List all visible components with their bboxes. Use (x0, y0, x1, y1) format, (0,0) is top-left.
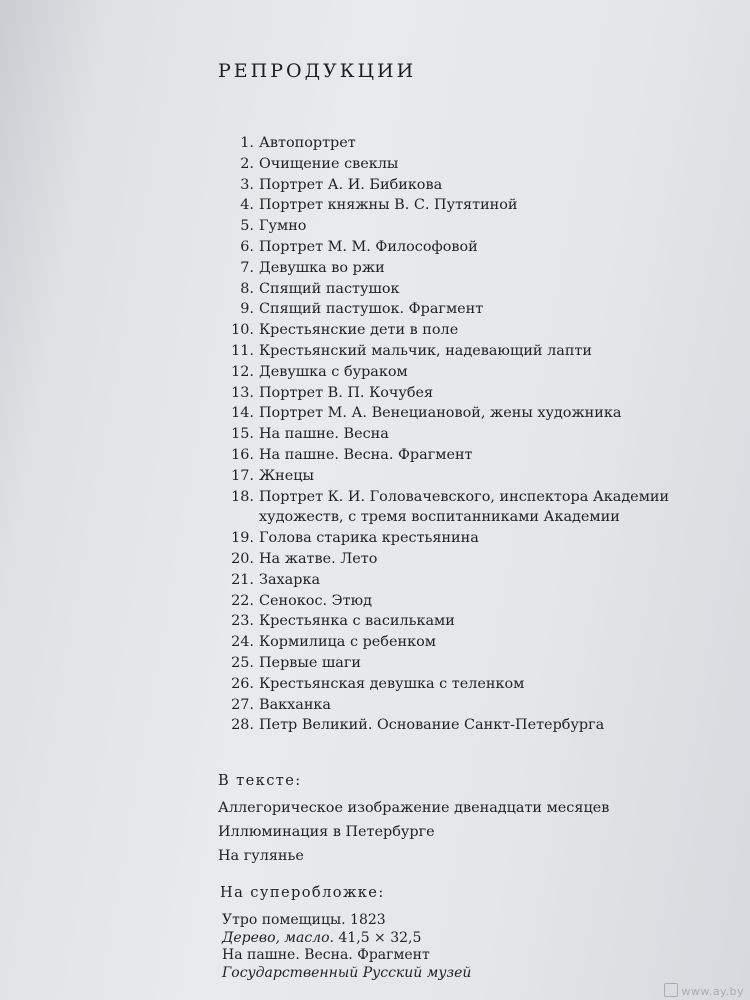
item-title: Крестьянка с васильками (259, 613, 455, 630)
item-number: 23. (231, 613, 254, 630)
list-item (216, 570, 736, 591)
item-title: На пашне. Весна. Фрагмент (259, 446, 473, 463)
item-number: 4. (240, 197, 254, 214)
item-number: 26. (231, 675, 254, 692)
cover-painting-title: Утро помещицы. 1823 (222, 912, 386, 928)
list-item (216, 237, 736, 258)
item-title: На пашне. Весна (259, 426, 389, 443)
item-number: 9. (240, 301, 254, 318)
item-title: Сенокос. Этюд (259, 592, 373, 609)
item-number: 22. (231, 592, 254, 609)
item-number: 12. (231, 363, 254, 380)
item-title: Жнецы (259, 467, 314, 484)
list-item (216, 528, 736, 549)
list-item (216, 424, 736, 445)
reproductions-list (216, 133, 736, 736)
item-number: 11. (231, 342, 254, 359)
item-number: 18. (231, 488, 254, 505)
item-title: Крестьянская девушка с теленком (259, 675, 525, 692)
list-item (216, 341, 736, 362)
list-item (216, 591, 736, 612)
site-watermark (664, 983, 744, 998)
list-item (216, 133, 736, 154)
cover-dimensions: 41,5 × 32,5 (333, 929, 422, 946)
item-number: 10. (231, 322, 254, 339)
cover-title: На суперобложке: (220, 884, 385, 901)
list-item (216, 445, 736, 466)
in-text-list (218, 796, 609, 868)
item-number: 3. (240, 176, 254, 193)
item-title: Автопортрет (259, 135, 356, 151)
list-item (216, 549, 736, 570)
item-title: Кормилица с ребенком (259, 634, 436, 651)
list-item (216, 653, 736, 674)
list-item (216, 195, 736, 216)
item-number: 14. (231, 405, 254, 422)
item-number: 15. (231, 426, 254, 443)
in-text-item: На гулянье (218, 848, 304, 864)
item-title: Захарка (259, 571, 321, 588)
list-item (216, 403, 736, 424)
list-item (216, 611, 736, 632)
item-title: Голова старика крестьянина (259, 530, 479, 547)
item-number: 28. (231, 717, 254, 734)
item-title: Очищение свеклы (259, 155, 399, 172)
list-item (216, 154, 736, 175)
in-text-item: Иллюминация в Петербурге (218, 824, 435, 840)
list-item (216, 632, 736, 653)
item-number: 5. (240, 218, 254, 235)
list-item (216, 487, 736, 529)
list-item (216, 279, 736, 300)
list-item (216, 362, 736, 383)
item-title: Портрет княжны В. С. Путятиной (259, 197, 518, 214)
cover-details (222, 912, 471, 982)
in-text-title: В тексте: (218, 772, 302, 789)
watermark-logo-icon (664, 983, 678, 997)
page-title: РЕПРОДУКЦИИ (218, 60, 417, 82)
cover-second-painting: На пашне. Весна. Фрагмент (222, 947, 430, 963)
item-number: 13. (231, 384, 254, 401)
list-item (216, 466, 736, 487)
item-number: 17. (231, 467, 254, 484)
watermark-text: www.ay.by (681, 985, 744, 998)
item-number: 7. (240, 259, 254, 276)
cover-painting-medium (222, 930, 471, 948)
item-number: 20. (231, 550, 254, 567)
item-title: На жатве. Лето (259, 550, 378, 567)
item-title: Портрет А. И. Бибикова (259, 176, 443, 193)
item-number: 24. (231, 634, 254, 651)
list-item (216, 715, 736, 736)
item-number: 1. (240, 135, 254, 151)
in-text-item: Аллегорическое изображение двенадцати месяцев (218, 800, 610, 816)
list-item (216, 695, 736, 716)
list-item (216, 299, 736, 320)
item-number: 25. (231, 654, 254, 671)
item-number: 21. (231, 571, 254, 588)
item-title: Вакханка (259, 696, 332, 713)
item-number: 27. (231, 696, 254, 713)
list-item (216, 674, 736, 695)
item-title: Портрет К. И. Головачевского, инспектора Академии (259, 488, 670, 505)
cover-museum: Государственный Русский музей (222, 964, 472, 981)
item-title: Крестьянский мальчик, надевающий лапти (259, 342, 592, 359)
item-title: Портрет М. М. Философовой (259, 238, 478, 255)
item-title: Девушка с бураком (259, 363, 408, 380)
item-title: Петр Великий. Основание Санкт-Петербурга (259, 717, 605, 734)
list-item (216, 258, 736, 279)
list-item (216, 320, 736, 341)
item-number: 16. (231, 446, 254, 463)
cover-medium-label: Дерево, масло. (222, 929, 334, 946)
item-title-continuation: художеств, с тремя воспитанниками Академии (259, 509, 620, 526)
item-number: 2. (240, 155, 254, 172)
item-number: 19. (231, 530, 254, 547)
list-item (216, 175, 736, 196)
item-title: Спящий пастушок. Фрагмент (259, 301, 484, 318)
list-item (216, 383, 736, 404)
item-title: Портрет В. П. Кочубея (259, 384, 434, 401)
list-item (216, 216, 736, 237)
item-number: 8. (240, 280, 254, 297)
item-number: 6. (240, 238, 254, 255)
item-title: Портрет М. А. Венециановой, жены художника (259, 405, 622, 422)
item-title: Первые шаги (259, 654, 362, 671)
item-title: Крестьянские дети в поле (259, 322, 459, 339)
item-title: Девушка во ржи (259, 259, 385, 276)
item-title: Гумно (259, 218, 307, 235)
item-title: Спящий пастушок (259, 280, 400, 297)
